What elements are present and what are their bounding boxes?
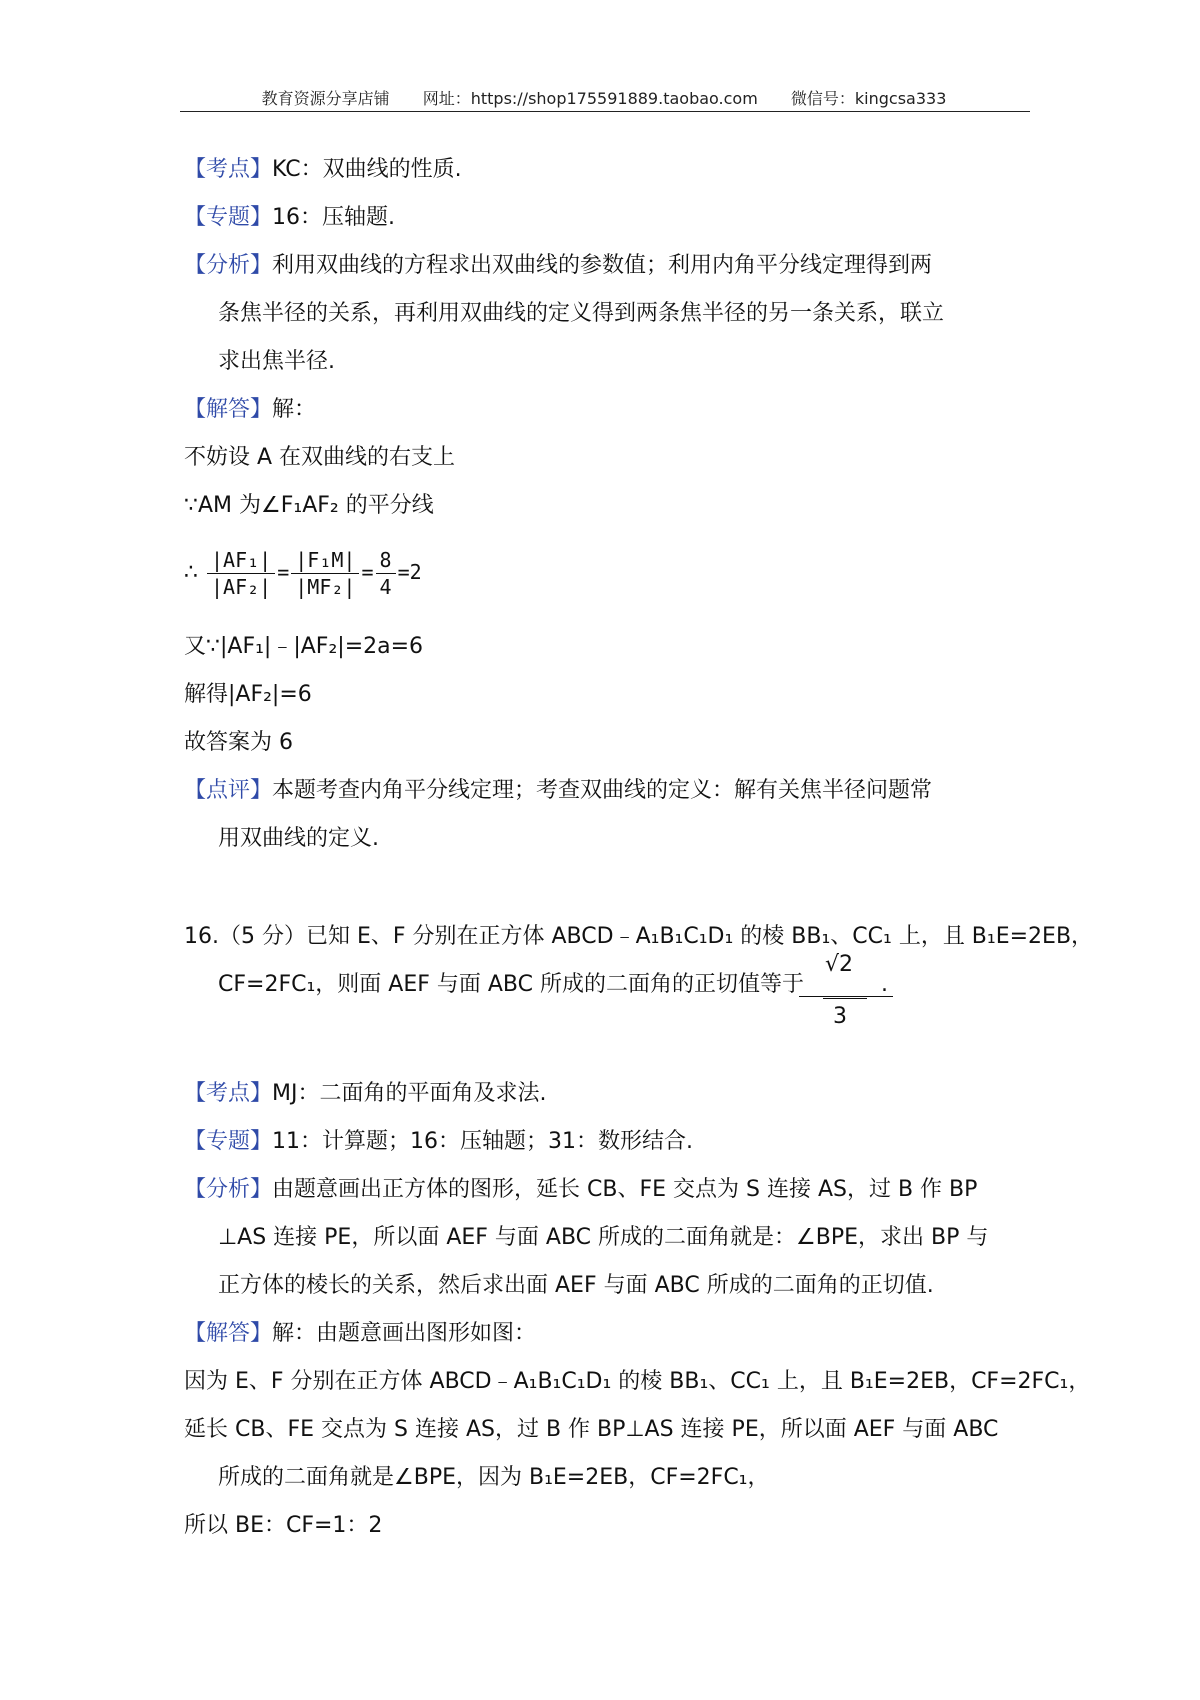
frac3-denominator: 4 [379, 574, 392, 599]
header-rule [180, 111, 1030, 112]
equals-sign: = [277, 560, 290, 584]
kaodian-tag: 【考点】 [184, 1081, 273, 1106]
q16-question-line-1: 16.（5 分）已知 E、F 分别在正方体 ABCD﹣A₁B₁C₁D₁ 的棱 BB₁、CC₁ 上，且 B₁E=2EB， [184, 924, 1094, 949]
q16-solution-2: 延长 CB、FE 交点为 S 连接 AS，过 B 作 BP⊥AS 连接 PE，所以面 AEF 与面 ABC [184, 1417, 999, 1442]
kaodian-text: MJ：二面角的平面角及求法. [272, 1081, 547, 1106]
therefore-symbol: ∴ [184, 560, 198, 585]
q16-solution-3: 所成的二面角就是∠BPE，因为 B₁E=2EB，CF=2FC₁， [218, 1465, 770, 1490]
q16-solution-4: 所以 BE：CF=1：2 [184, 1513, 383, 1538]
zhuanti-text: 11：计算题；16：压轴题；31：数形结合. [272, 1129, 693, 1154]
solution-step-2: ∵AM 为∠F₁AF₂ 的平分线 [184, 493, 434, 518]
solution-step-1: 不妨设 A 在双曲线的右支上 [184, 445, 456, 470]
q16-fenxi [184, 1175, 977, 1205]
fenxi-text-2: 条焦半径的关系，再利用双曲线的定义得到两条焦半径的另一条关系，联立 [218, 301, 945, 326]
answer-numerator: √2 [824, 952, 853, 977]
fenxi-text-1: 由题意画出正方体的图形，延长 CB、FE 交点为 S 连接 AS，过 B 作 BP [272, 1177, 978, 1202]
q16-jieda [184, 1319, 536, 1349]
q16-zhuanti [184, 1127, 693, 1157]
q16-kaodian [184, 1079, 546, 1109]
answer-underline [799, 996, 893, 997]
equals-sign: = [361, 560, 374, 584]
frac1-numerator: |AF₁| [207, 547, 275, 574]
solution-step-4: 解得|AF₂|=6 [184, 682, 312, 707]
fraction-8-4 [376, 547, 396, 600]
jieda-text: 解： [272, 397, 317, 422]
jieda-tag: 【解答】 [184, 397, 273, 422]
kaodian-text: KC：双曲线的性质. [272, 157, 462, 182]
q16-solution-1: 因为 E、F 分别在正方体 ABCD﹣A₁B₁C₁D₁ 的棱 BB₁、CC₁ 上，且 B₁E=2EB，CF=2FC₁， [184, 1369, 1091, 1394]
solution-step-3: 又∵|AF₁|﹣|AF₂|=2a=6 [184, 634, 424, 659]
header-wechat: 微信号：kingcsa333 [790, 89, 947, 108]
fenxi-text-3: 正方体的棱长的关系，然后求出面 AEF 与面 ABC 所成的二面角的正切值. [218, 1273, 934, 1298]
ratio-equation [184, 542, 422, 603]
q15-zhuanti [184, 203, 395, 233]
q15-dianping [184, 776, 932, 806]
q16-question-line-2 [218, 952, 888, 1029]
page-header [180, 86, 1028, 112]
solution-step-5: 故答案为 6 [184, 730, 293, 755]
q15-fenxi [184, 251, 932, 281]
fenxi-tag: 【分析】 [184, 1177, 273, 1202]
zhuanti-tag: 【专题】 [184, 205, 273, 230]
dianping-text-2: 用双曲线的定义. [218, 826, 379, 851]
dianping-text-1: 本题考查内角平分线定理；考查双曲线的定义：解有关焦半径问题常 [272, 778, 933, 803]
fenxi-text-2: ⊥AS 连接 PE，所以面 AEF 与面 ABC 所成的二面角就是：∠BPE，求出 BP 与 [218, 1225, 989, 1250]
fenxi-text-3: 求出焦半径. [218, 349, 335, 374]
frac3-numerator: 8 [376, 547, 396, 574]
header-shop: 教育资源分享店铺 [261, 89, 390, 108]
fenxi-tag: 【分析】 [184, 253, 273, 278]
answer-fraction-bar [823, 998, 867, 999]
frac2-numerator: |F₁M| [291, 547, 359, 574]
zhuanti-tag: 【专题】 [184, 1129, 273, 1154]
q15-jieda [184, 395, 316, 425]
frac1-denominator: |AF₂| [211, 574, 272, 599]
q16-question-end: . [880, 972, 888, 997]
result-value: =2 [397, 560, 422, 584]
jieda-tag: 【解答】 [184, 1321, 273, 1346]
kaodian-tag: 【考点】 [184, 157, 273, 182]
jieda-text: 解：由题意画出图形如图： [272, 1321, 537, 1346]
dianping-tag: 【点评】 [184, 778, 273, 803]
answer-blank [811, 952, 881, 1029]
frac2-denominator: |MF₂| [295, 574, 356, 599]
fenxi-text-1: 利用双曲线的方程求出双曲线的参数值；利用内角平分线定理得到两 [272, 253, 933, 278]
header-website: 网址：https://shop175591889.taobao.com [422, 89, 758, 108]
q15-kaodian [184, 155, 462, 185]
q16-question-text: CF=2FC₁，则面 AEF 与面 ABC 所成的二面角的正切值等于 [218, 972, 804, 997]
answer-denominator: 3 [832, 1004, 847, 1029]
fraction-af1-af2 [207, 547, 275, 600]
fraction-f1m-mf2 [291, 547, 359, 600]
zhuanti-text: 16：压轴题. [272, 205, 396, 230]
